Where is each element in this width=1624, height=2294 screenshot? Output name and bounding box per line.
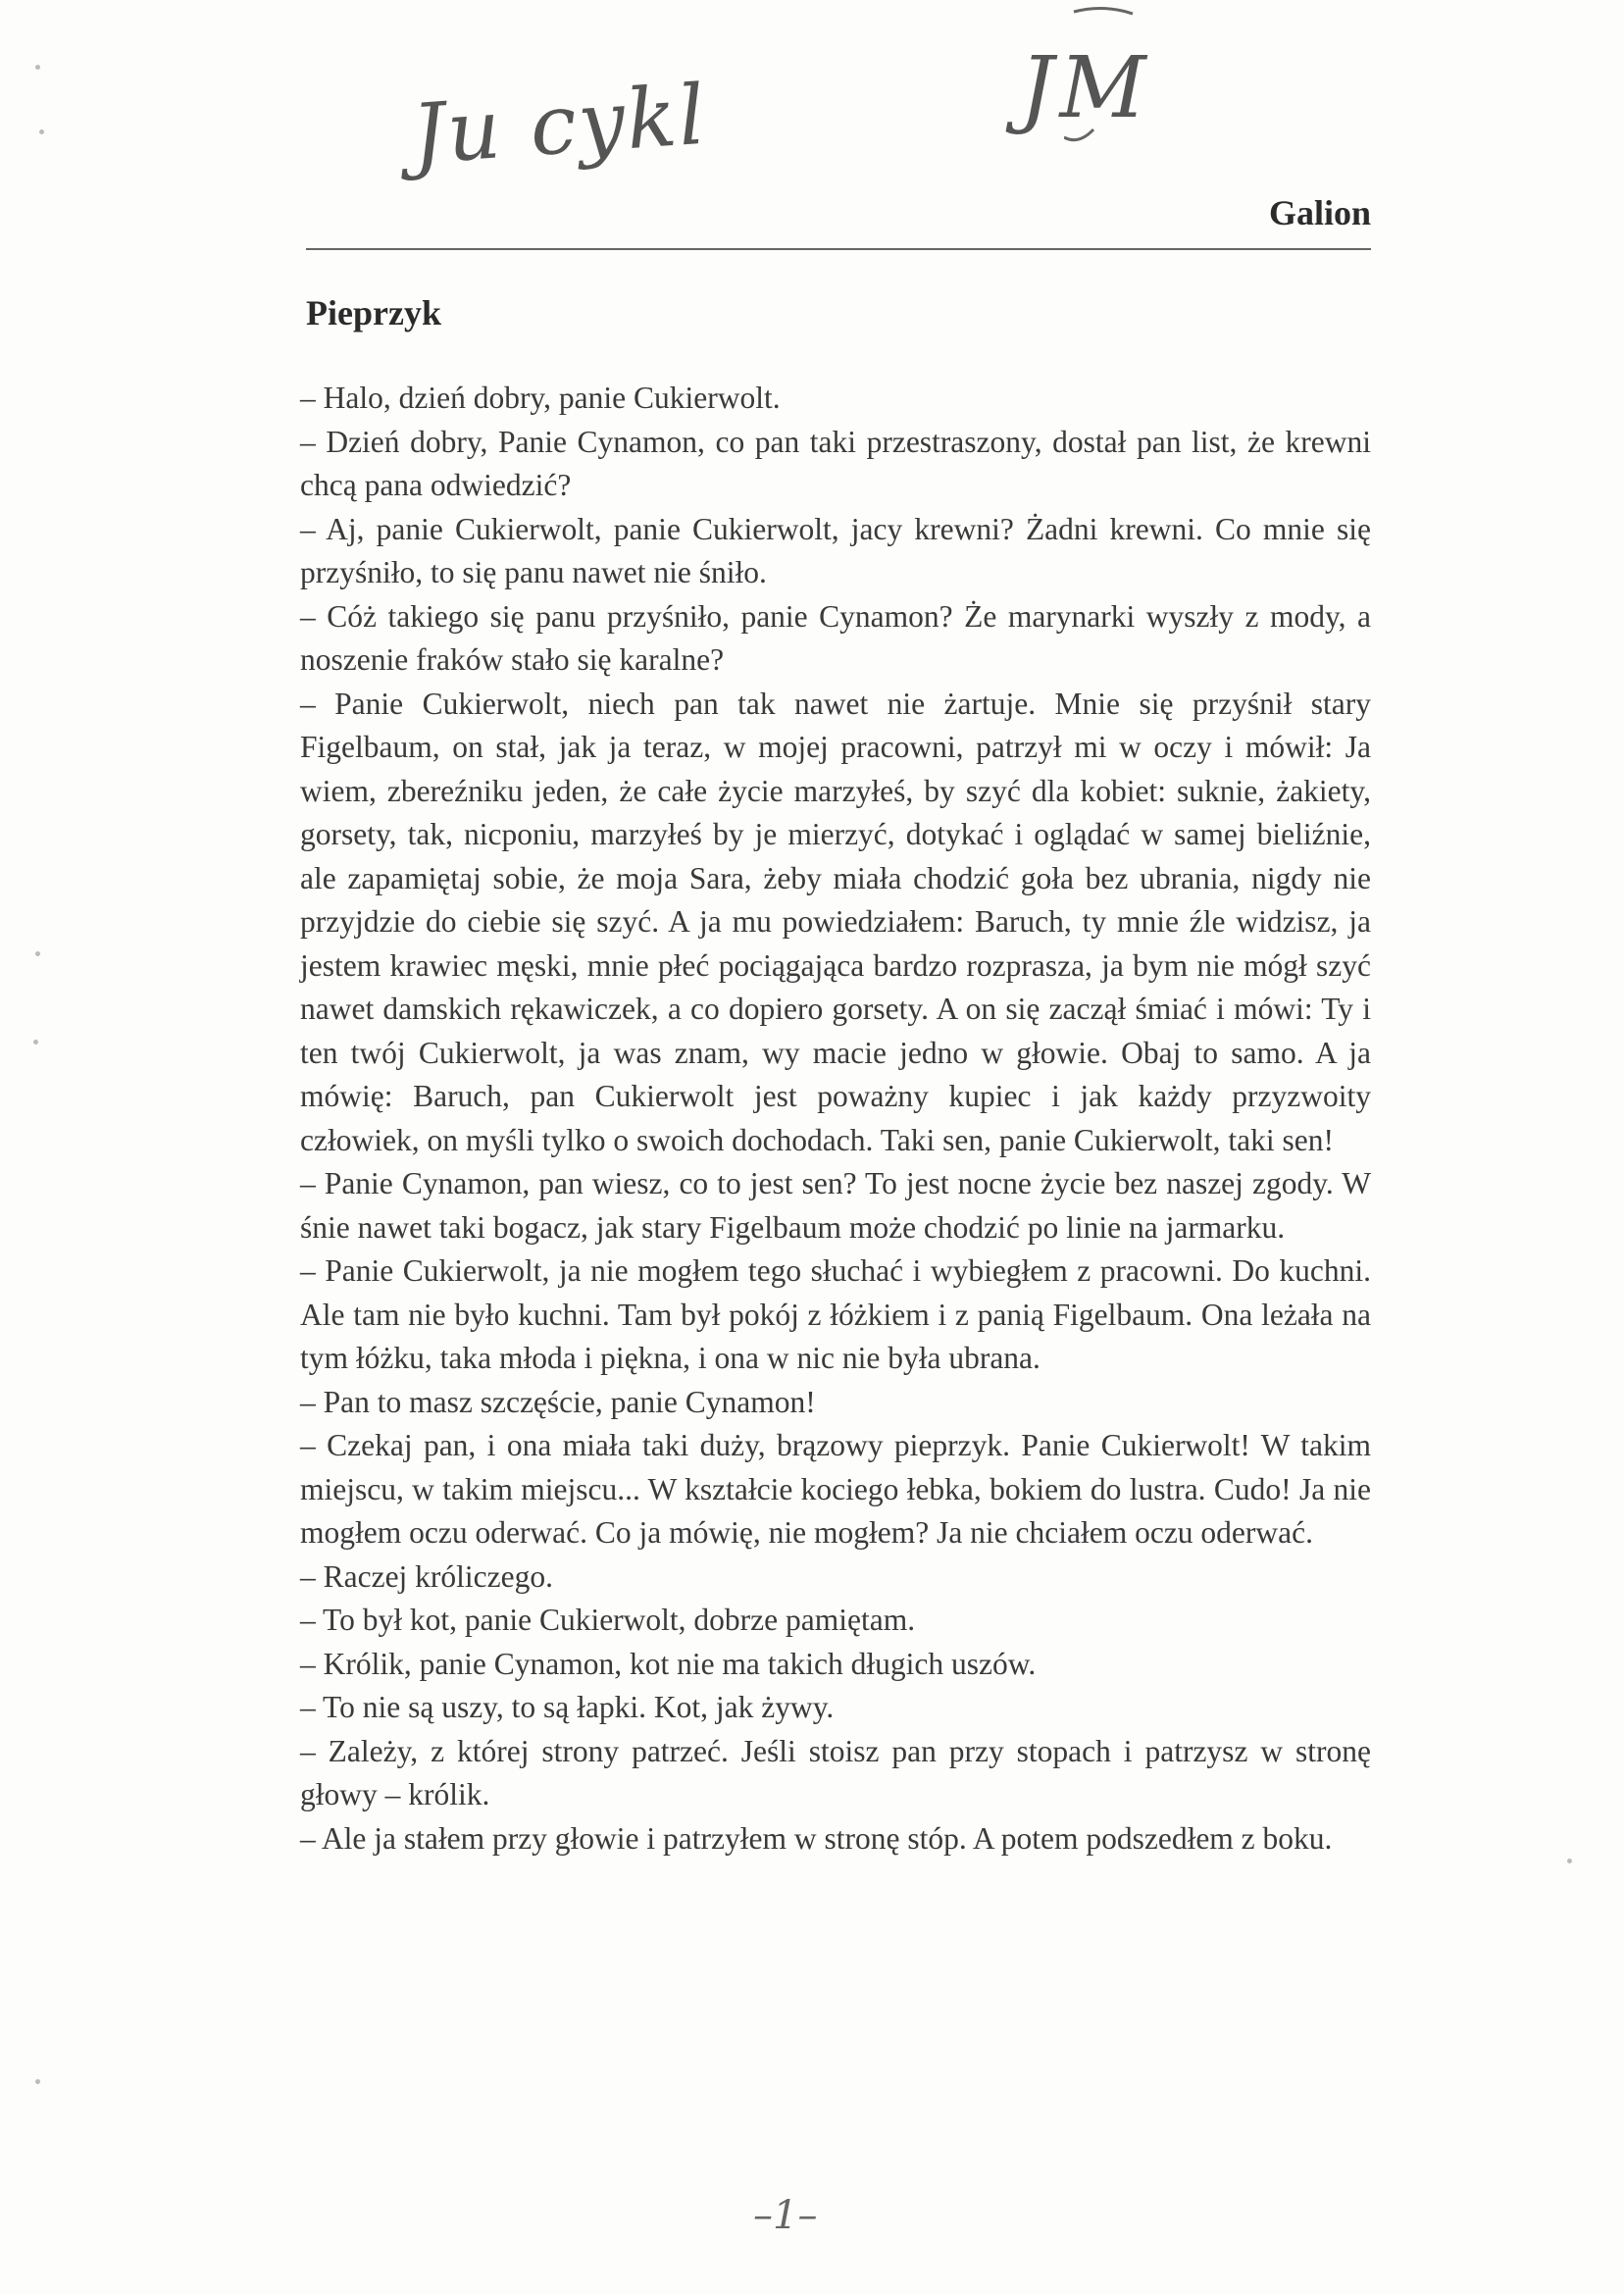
story-paragraph: – Czekaj pan, i ona miała taki duży, brązowy pieprzyk. Panie Cukierwolt! W takim miejscu, w takim miejscu... W kształcie kociego łebka, bokiem do lustra. Cudo! Ja nie mogłem oczu oderwać. Co ja mówię, nie mogłem? Ja nie chciałem oczu oderwać.: [300, 1428, 1371, 1550]
scan-speck: [35, 2079, 40, 2084]
story-paragraph: – To nie są uszy, to są łapki. Kot, jak żywy.: [300, 1690, 835, 1724]
story-paragraph: – Panie Cynamon, pan wiesz, co to jest sen? To jest nocne życie bez naszej zgody. W śnie nawet taki bogacz, jak stary Figelbaum może chodzić po linie na jarmarku.: [300, 1166, 1371, 1245]
scan-speck: [39, 129, 44, 134]
story-paragraph: – To był kot, panie Cukierwolt, dobrze pamiętam.: [300, 1603, 916, 1637]
story-paragraph: – Panie Cukierwolt, niech pan tak nawet nie żartuje. Mnie się przyśnił stary Figelbaum, on stał, jak ja teraz, w mojej pracowni, patrzył mi w oczy i mówił: Ja wiem, zbereźniku jeden, że całe życie marzyłeś, by szyć dla kobiet: suknie, żakiety, gorsety, tak, nicponiu, marzyłeś by je mierzyć, dotykać i oglądać w samej bieliźnie, ale zapamiętaj sobie, że moja Sara, żeby miała chodzić goła bez ubrania, nigdy nie przyjdzie do ciebie się szyć. A ja mu powiedziałem: Baruch, ty mnie źle widzisz, ja jestem krawiec męski, mnie płeć pociągająca bardzo rozprasza, ja bym nie mógł szyć nawet damskich rękawiczek, a co dopiero gorsety. A on się zaczął śmiać i mówi: Ty i ten twój Cukierwolt, ja was znam, wy macie jedno w głowie. Obaj to samo. A ja mówię: Baruch, pan Cukierwolt jest poważny kupiec i jak każdy przyzwoity człowiek, on myśli tylko o swoich dochodach. Taki sen, panie Cukierwolt, taki sen!: [300, 686, 1371, 1157]
page-number: –1–: [753, 2193, 818, 2238]
story-paragraph: – Królik, panie Cynamon, kot nie ma takich długich uszów.: [300, 1646, 1037, 1681]
scan-speck: [35, 951, 40, 956]
story-title: Pieprzyk: [306, 293, 441, 332]
story-paragraph: – Panie Cukierwolt, ja nie mogłem tego słuchać i wybiegłem z pracowni. Do kuchni. Ale tam nie było kuchni. Tam był pokój z łóżkiem i z panią Figelbaum. Ona leżała na tym łóżku, taka młoda i piękna, i ona w nic nie była ubrana.: [300, 1253, 1371, 1375]
handwritten-initials: JM: [1020, 39, 1152, 137]
scan-speck: [33, 1040, 38, 1045]
scan-speck: [1567, 1859, 1572, 1863]
story-paragraph: – Cóż takiego się panu przyśniło, panie Cynamon? Że marynarki wyszły z mody, a noszenie fraków stało się karalne?: [300, 598, 1371, 677]
scan-speck: [35, 65, 40, 70]
handwritten-cycle-note: Ju cykl: [408, 66, 710, 183]
story-paragraph: – Ale ja stałem przy głowie i patrzyłem w stronę stóp. A potem podszedłem z boku.: [300, 1820, 1333, 1856]
story-paragraph: – Pan to masz szczęście, panie Cynamon!: [300, 1384, 816, 1419]
story-body: [300, 377, 1371, 1861]
story-paragraph: – Halo, dzień dobry, panie Cukierwolt.: [300, 381, 781, 415]
story-paragraph: – Raczej króliczego.: [300, 1558, 553, 1594]
story-paragraph: – Dzień dobry, Panie Cynamon, co pan taki przestraszony, dostał pan list, że krewni chcą pana odwiedzić?: [300, 424, 1371, 502]
handwritten-mark-icon: [1064, 0, 1182, 147]
header-rule: [306, 248, 1371, 250]
header-title: Galion: [1268, 193, 1371, 232]
story-paragraph: – Aj, panie Cukierwolt, panie Cukierwolt, jacy krewni? Żadni krewni. Co mnie się przyśniło, to się panu nawet nie śniło.: [300, 511, 1371, 589]
story-paragraph: – Zależy, z której strony patrzeć. Jeśli stoisz pan przy stopach i patrzysz w stronę głowy – królik.: [300, 1733, 1371, 1811]
